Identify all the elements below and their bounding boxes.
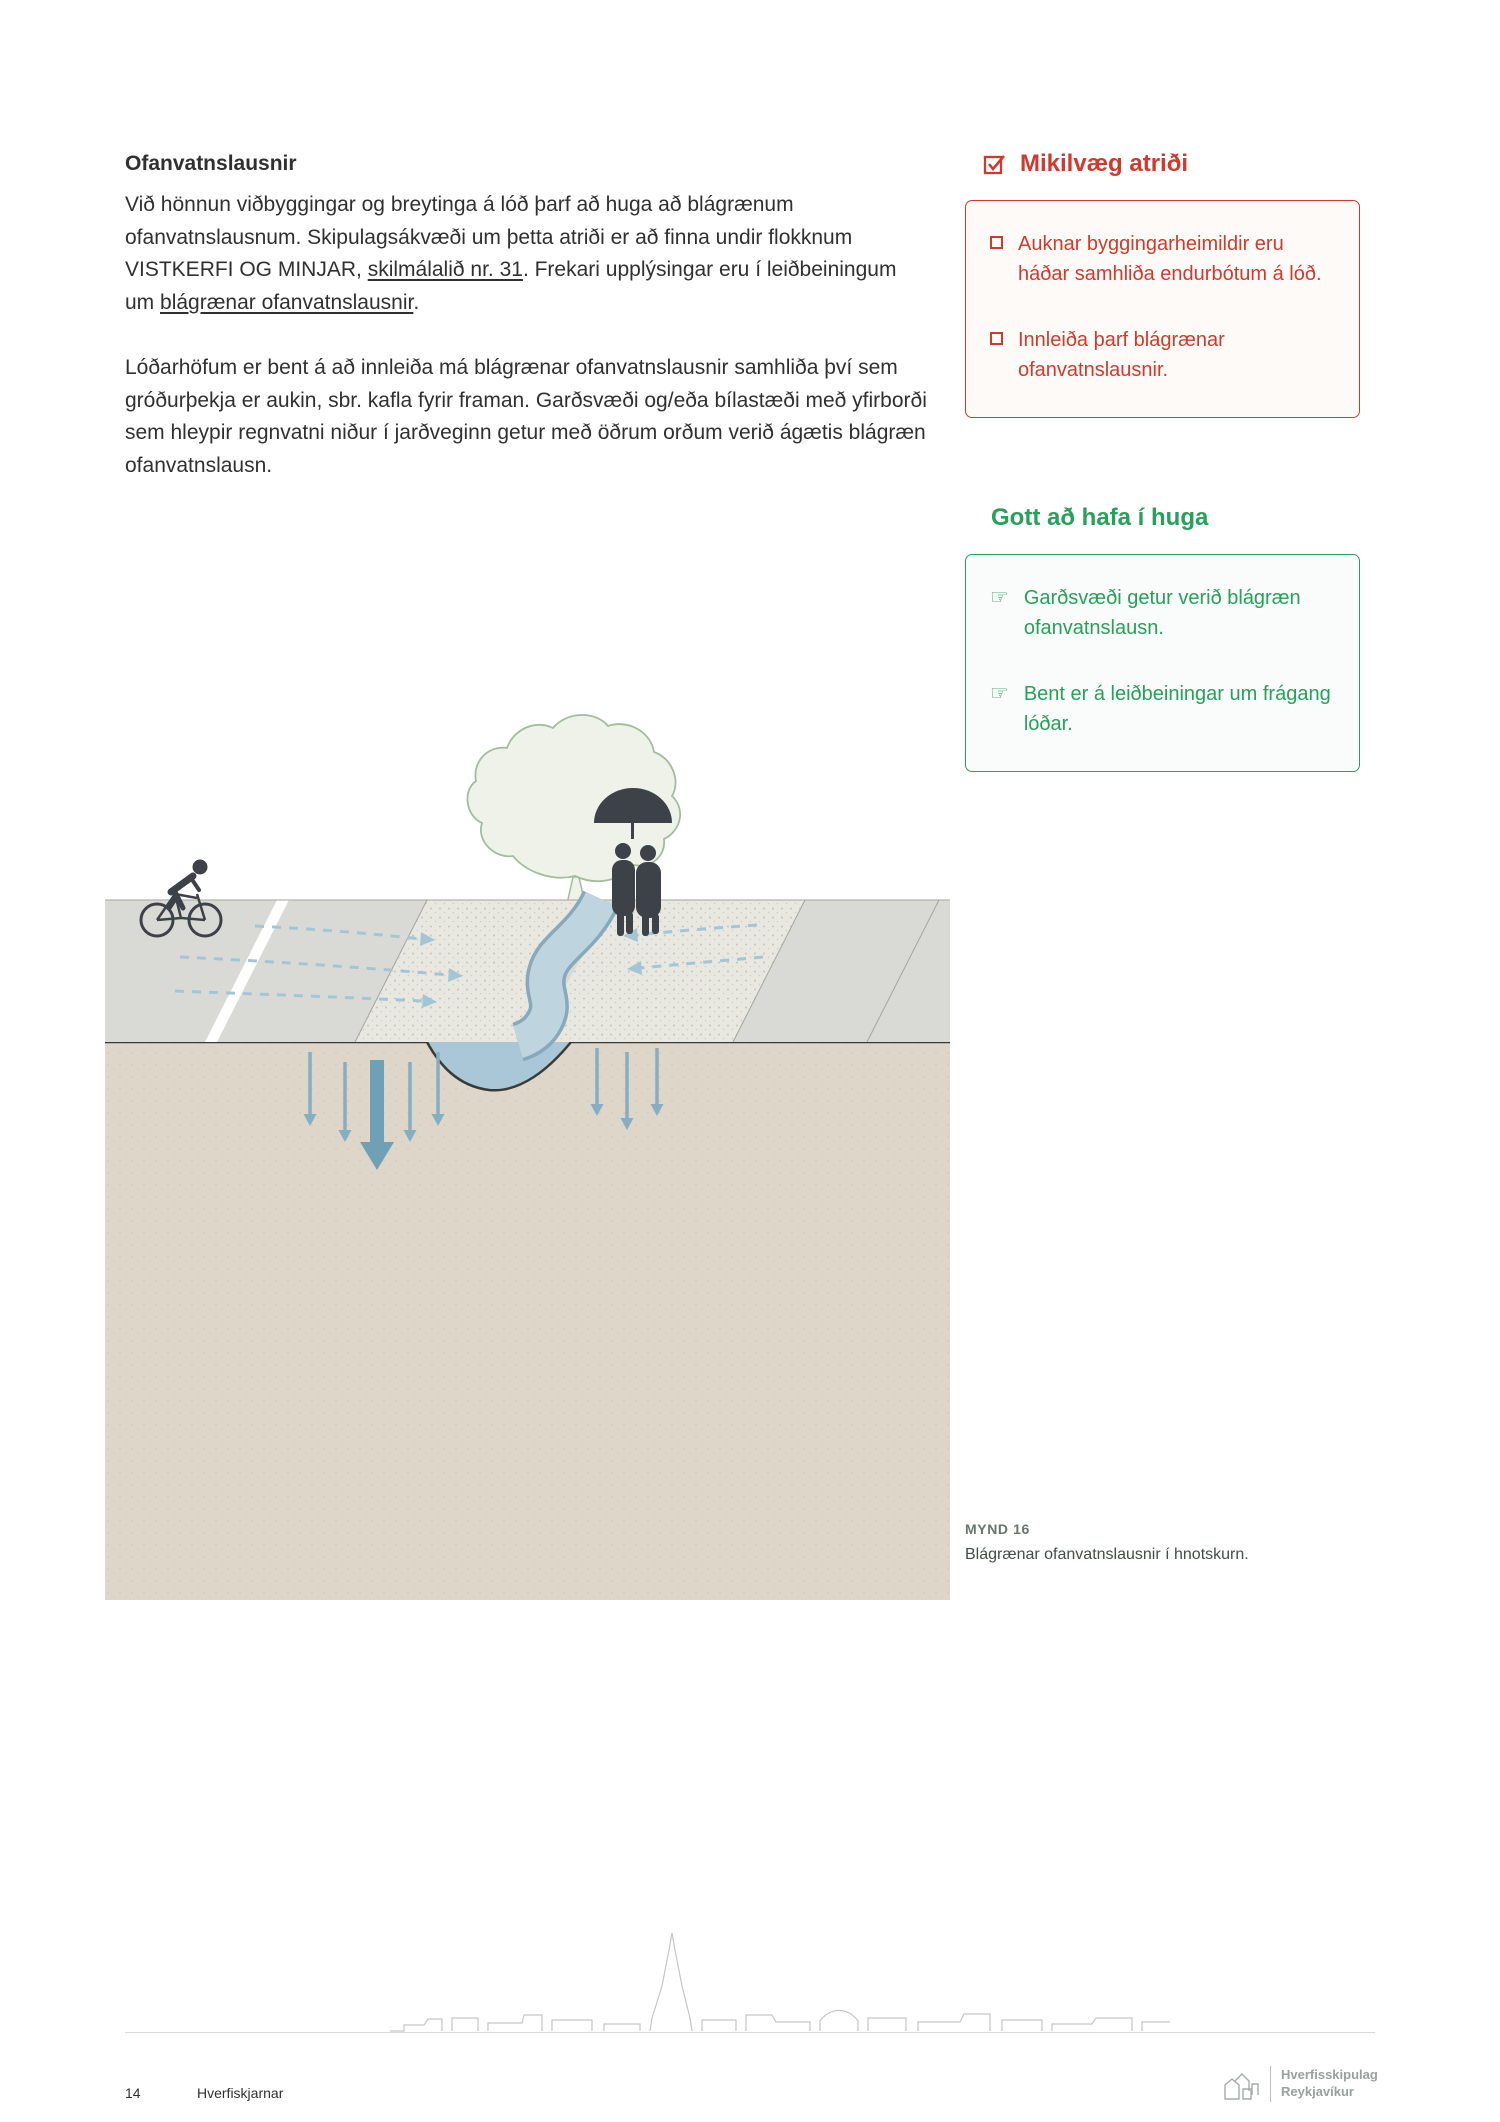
paragraph-1-text: Við hönnun viðbyggingar og breytinga á lóð þarf að huga að blágrænum ofanvatnslausnum. Skipulagsákvæði um þetta atriði er að finna undir flokknum VISTKERFI OG MINJAR,: [125, 192, 853, 282]
good-to-know-box: [965, 554, 1360, 772]
figure-caption: Blágrænar ofanvatnslausnir í hnotskurn.: [965, 1546, 1249, 1563]
link-blagraenar-ofanvatnslausnir[interactable]: blágrænar ofanvatnslausnir: [160, 291, 414, 314]
checkbox-icon[interactable]: [990, 236, 1003, 249]
footer-section-label: Hverfiskjarnar: [197, 2085, 284, 2101]
important-item-text: Innleiða þarf blágrænar ofanvatnslausnir.: [1018, 329, 1225, 381]
main-text-column: [125, 148, 930, 483]
paragraph-1-text: .: [413, 291, 420, 314]
pointing-hand-icon: ☞: [990, 681, 1009, 705]
checked-checkbox-icon: [983, 153, 1006, 176]
good-to-know-item-text: Garðsvæði getur verið blágræn ofanvatnslausn.: [1023, 587, 1301, 639]
good-to-know-item: [990, 583, 1335, 643]
important-points-title: Mikilvæg atriði: [1020, 150, 1189, 177]
publisher-logo: [1222, 2066, 1378, 2102]
figure-label: MYND 16: [965, 1521, 1030, 1537]
important-points-box: [965, 200, 1360, 418]
important-item: [990, 325, 1335, 385]
logo-text: [1281, 2067, 1378, 2101]
paragraph-1: [125, 189, 930, 320]
important-item: [990, 229, 1335, 289]
city-skyline-drawing: [390, 1930, 1170, 2032]
figure-illustration: [105, 690, 950, 1600]
important-item-text: Auknar byggingarheimildir eru háðar samhliða endurbótum á lóð.: [1018, 233, 1322, 285]
checkbox-icon[interactable]: [990, 332, 1003, 345]
pointing-hand-icon: ☞: [990, 585, 1009, 609]
logo-divider: [1270, 2066, 1271, 2102]
link-skilmalalid-31[interactable]: skilmálalið nr. 31: [367, 258, 523, 282]
good-to-know-item-text: Bent er á leiðbeiningar um frágang lóðar.: [1023, 683, 1331, 735]
logo-line-1: Hverfisskipulag: [1281, 2067, 1378, 2083]
logo-buildings-icon: [1222, 2067, 1260, 2101]
figure-caption-block: [965, 1521, 1345, 1564]
footer-divider: [125, 2032, 1375, 2033]
logo-line-2: Reykjavíkur: [1281, 2084, 1354, 2099]
good-to-know-title: Gott að hafa í huga: [991, 504, 1209, 531]
section-heading: Ofanvatnslausnir: [125, 152, 297, 175]
page-number: 14: [125, 2085, 141, 2101]
paragraph-2: Lóðarhöfum er bent á að innleiða má blágrænar ofanvatnslausnir samhliða því sem gróðurþekja er aukin, sbr. kafla fyrir framan. Garðsvæði og/eða bílastæði með yfirborði sem hleypir regnvatni niður í jarðveginn getur með öðrum orðum verið ágætis blágræn ofanvatnslausn.: [125, 355, 927, 477]
soil-cross-section: [105, 1042, 950, 1600]
paragraph-1-text: . Frekari upplýsingar eru í leiðbeiningum um: [125, 258, 897, 314]
sidebar: [965, 150, 1360, 772]
important-points-header: [965, 150, 1360, 178]
good-to-know-item: [990, 679, 1335, 739]
